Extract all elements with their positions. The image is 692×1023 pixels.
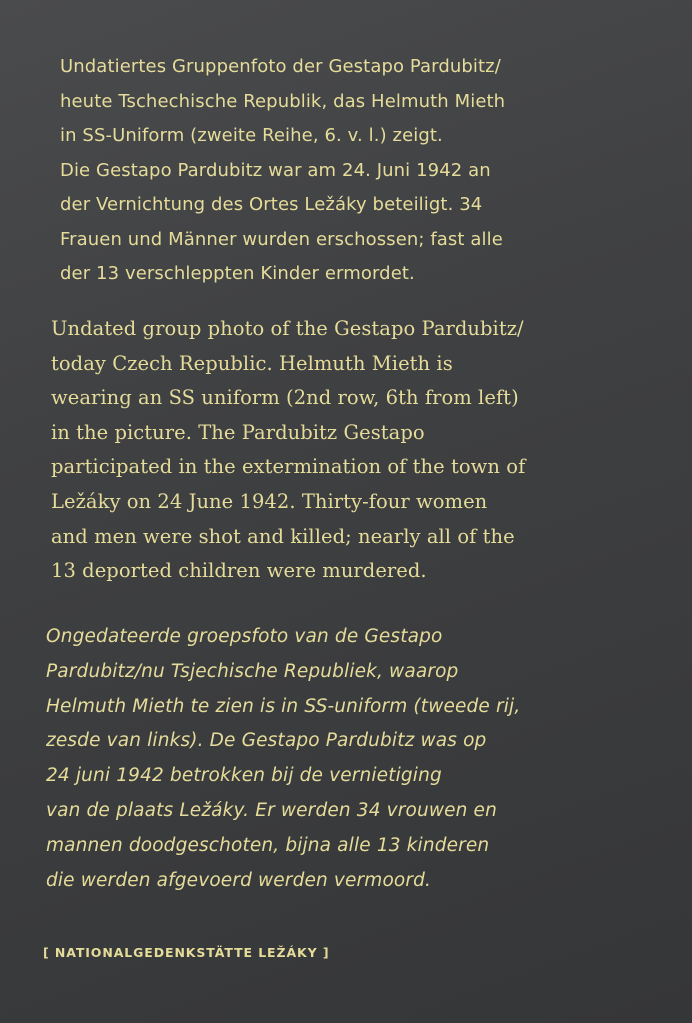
caption-german: Undatiertes Gruppenfoto der Gestapo Pardubitz/ heute Tschechische Republik, das Helmuth Mieth in SS-Uniform (zweite Reihe, 6. v. l.) zeigt. Die Gestapo Pardubitz war am 24. Juni 1942 an der Vernichtung des Ortes Ležáky beteiligt. 34 Frauen und Männer wurden erschossen; fast alle der 13 verschleppten Kinder ermordet. bbox=[60, 56, 506, 284]
photo-credit: [ NATIONALGEDENKSTÄTTE LEŽÁKY ] bbox=[43, 945, 330, 960]
caption-english: Undated group photo of the Gestapo Pardubitz/ today Czech Republic. Helmuth Mieth is wearing an SS uniform (2nd row, 6th from left) in the picture. The Pardubitz Gestapo participated in the extermination of the town of Ležáky on 24 June 1942. Thirty-four women and men were shot and killed; nearly all of the 13 deported children were murdered. bbox=[51, 317, 526, 583]
caption-dutch: Ongedateerde groepsfoto van de Gestapo Pardubitz/nu Tsjechische Republiek, waarop Helmuth Mieth te zien is in SS-uniform (tweede rij, zesde van links). De Gestapo Pardubitz was op 24 juni 1942 betrokken bij de vernietiging van de plaats Ležáky. Er werden 34 vrouwen en mannen doodgeschoten, bijna alle 13 kinderen die werden afgevoerd werden vermoord. bbox=[46, 626, 521, 891]
